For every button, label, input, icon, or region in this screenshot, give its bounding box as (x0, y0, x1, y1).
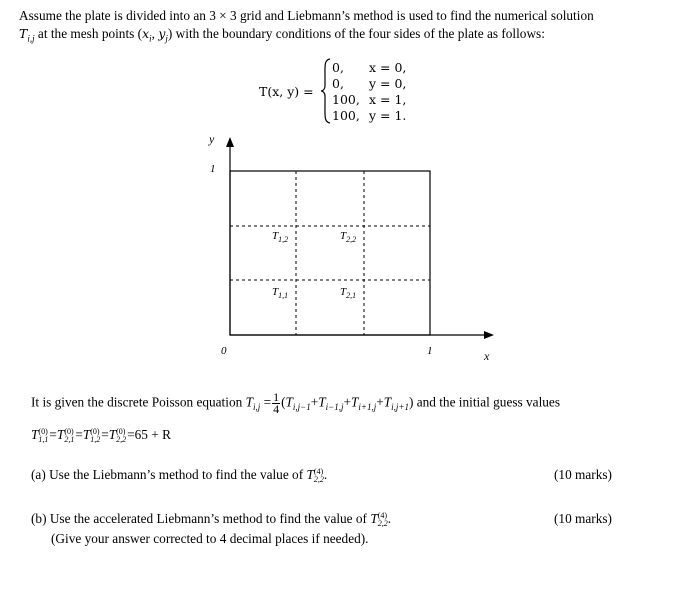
case-4-value: 100, (332, 108, 360, 123)
question-b: (b) Use the accelerated Liebmann’s method to find the value of T (4) 2,2 . (31, 510, 392, 528)
origin-label: 0 (221, 345, 227, 357)
y-tick-1: 1 (210, 163, 216, 175)
node-t21: $T_{2,1}$ (340, 286, 357, 301)
question-a-marks: (10 marks) (554, 467, 612, 482)
y-axis-arrow-icon (226, 137, 234, 147)
question-b-note: (Give your answer corrected to 4 decimal places if needed). (51, 531, 369, 546)
poisson-equation-line: It is given the discrete Poisson equation $T_{i,j}$ = $\frac{1}{4}$ $(T_{i,j-1}+T_{i-1,j}+T_{i+1,j}+T_{i,j+1})$ and the initial guess values (31, 390, 560, 416)
intro-line-1: Assume the plate is divided into an 3 × 3 grid and Liebmann’s method is used to find the numerical solution (19, 8, 594, 23)
question-a: (a) Use the Liebmann’s method to find the value of T (4) 2,2 . (31, 466, 328, 484)
case-2-value: 0, (332, 76, 344, 91)
node-t22: $T_{2,2}$ (340, 230, 357, 245)
y-axis-label: y (209, 132, 215, 146)
case-3-value: 100, (332, 92, 360, 107)
node-t11: $T_{1,1}$ (272, 286, 289, 301)
x-axis-label: x (484, 349, 490, 363)
plate-boundary (230, 171, 430, 335)
case-1-condition: x = 0, (369, 60, 407, 75)
initial-guess-line: T (0) 1,1 =T (0) 2,1 =T (0) 1,2 =T (0) 2,2 =65 + R (31, 426, 171, 444)
case-4-condition: y = 1. (369, 108, 407, 123)
one-quarter-fraction: $\frac{1}{4}$ (273, 390, 280, 416)
case-3-condition: x = 1, (369, 92, 407, 107)
node-t12: $T_{1,2}$ (272, 230, 289, 245)
intro-line-2: $T_{i,j}$ at the mesh points ($x_i$, $y_j$) with the boundary conditions of the four sides of the plate as follows: (19, 26, 545, 44)
x-tick-1: 1 (427, 345, 433, 357)
case-1-value: 0, (332, 60, 344, 75)
case-2-condition: y = 0, (369, 76, 407, 91)
x-axis-arrow-icon (484, 331, 494, 339)
question-b-marks: (10 marks) (554, 511, 612, 526)
boundary-lhs: T(x, y) = (259, 84, 314, 99)
